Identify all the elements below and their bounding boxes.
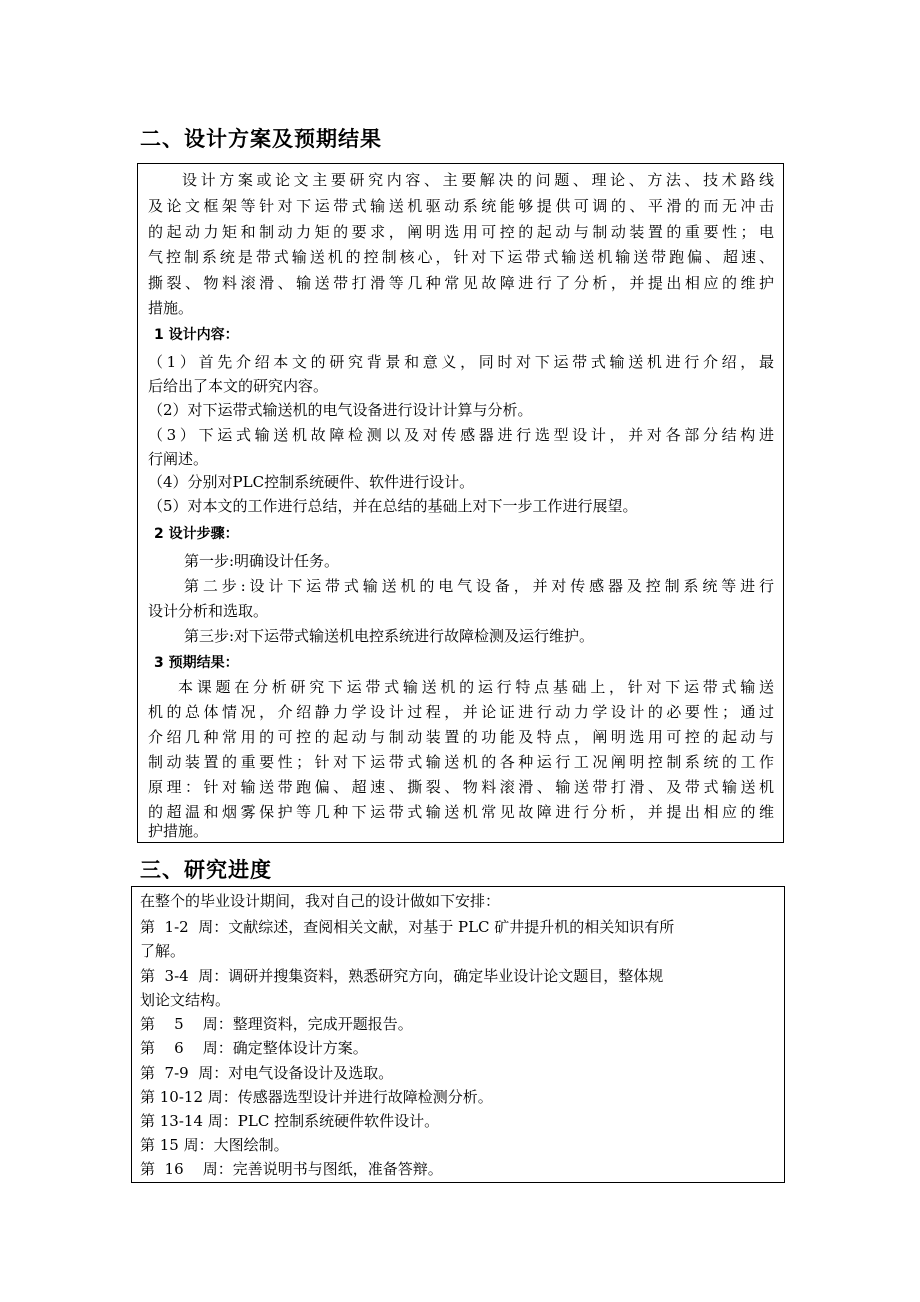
section-3-heading: 三、研究进度: [140, 858, 272, 882]
schedule-line: 第 1-2 周：文献综述，查阅相关文献，对基于 PLC 矿井提升机的相关知识有所: [140, 918, 675, 936]
research-schedule-box: [131, 886, 785, 1183]
section-2-heading: 二、设计方案及预期结果: [140, 127, 382, 151]
intro-line: 撕裂、物料滚滑、输送带打滑等几种常见故障进行了分析，并提出相应的维护: [148, 274, 774, 292]
result-line: 介绍几种常用的可控的起动与制动装置的功能及特点，阐明选用可控的起动与: [148, 728, 774, 746]
content-line: 后给出了本文的研究内容。: [148, 377, 329, 395]
schedule-line: 第 16 周：完善说明书与图纸，准备答辩。: [140, 1160, 443, 1178]
intro-line: 设计方案或论文主要研究内容、主要解决的问题、理论、方法、技术路线: [182, 171, 774, 189]
content-line: （5）对本文的工作进行总结，并在总结的基础上对下一步工作进行展望。: [148, 497, 638, 515]
intro-line: 的起动力矩和制动力矩的要求，阐明选用可控的起动与制动装置的重要性；电: [148, 223, 774, 241]
result-line: 机的总体情况，介绍静力学设计过程，并论证进行动力学设计的必要性；通过: [148, 703, 774, 721]
expected-results-title: 3 预期结果：: [154, 655, 239, 671]
schedule-line: 第 7-9 周：对电气设备设计及选取。: [140, 1064, 394, 1082]
step-line: 第一步:明确设计任务。: [184, 552, 340, 570]
content-line: （4）分别对PLC控制系统硬件、软件进行设计。: [148, 473, 475, 491]
schedule-line: 第 10-12 周：传感器选型设计并进行故障检测分析。: [140, 1088, 493, 1106]
schedule-line: 第 6 周：确定整体设计方案。: [140, 1039, 368, 1057]
schedule-line: 在整个的毕业设计期间，我对自己的设计做如下安排：: [140, 892, 501, 910]
step-line: 第三步:对下运带式输送机电控系统进行故障检测及运行维护。: [184, 627, 595, 645]
content-line: （3）下运式输送机故障检测以及对传感器进行选型设计，并对各部分结构进: [148, 426, 774, 444]
schedule-line: 第 13-14 周：PLC 控制系统硬件软件设计。: [140, 1112, 440, 1130]
intro-line: 气控制系统是带式输送机的控制核心，针对下运带式输送机输送带跑偏、超速、: [148, 248, 774, 266]
design-steps-title: 2 设计步骤：: [154, 526, 239, 542]
design-plan-box: [137, 163, 784, 843]
schedule-line: 第 3-4 周：调研并搜集资料，熟悉研究方向，确定毕业设计论文题目，整体规: [140, 967, 664, 985]
result-line: 护措施。: [148, 822, 209, 840]
result-line: 的超温和烟雾保护等几种下运带式输送机常见故障进行分析，并提出相应的维: [148, 803, 774, 821]
step-line: 设计分析和选取。: [148, 602, 269, 620]
result-line: 原理：针对输送带跑偏、超速、撕裂、物料滚滑、输送带打滑、及带式输送机: [148, 778, 774, 796]
result-line: 制动装置的重要性；针对下运带式输送机的各种运行工况阐明控制系统的工作: [148, 753, 774, 771]
schedule-line: 第 15 周：大图绘制。: [140, 1136, 289, 1154]
result-line: 本课题在分析研究下运带式输送机的运行特点基础上，针对下运带式输送: [178, 678, 774, 696]
step-line: 第二步:设计下运带式输送机的电气设备，并对传感器及控制系统等进行: [184, 577, 774, 595]
content-line: （1）首先介绍本文的研究背景和意义，同时对下运带式输送机进行介绍，最: [148, 353, 774, 371]
schedule-line: 划论文结构。: [140, 991, 231, 1009]
schedule-line: 了解。: [140, 942, 186, 960]
content-line: 行阐述。: [148, 450, 209, 468]
intro-line: 及论文框架等针对下运带式输送机驱动系统能够提供可调的、平滑的而无冲击: [148, 197, 774, 215]
schedule-line: 第 5 周：整理资料，完成开题报告。: [140, 1015, 413, 1033]
content-line: （2）对下运带式输送机的电气设备进行设计计算与分析。: [148, 401, 533, 419]
design-content-title: 1 设计内容：: [154, 327, 239, 343]
intro-line: 措施。: [148, 299, 194, 317]
